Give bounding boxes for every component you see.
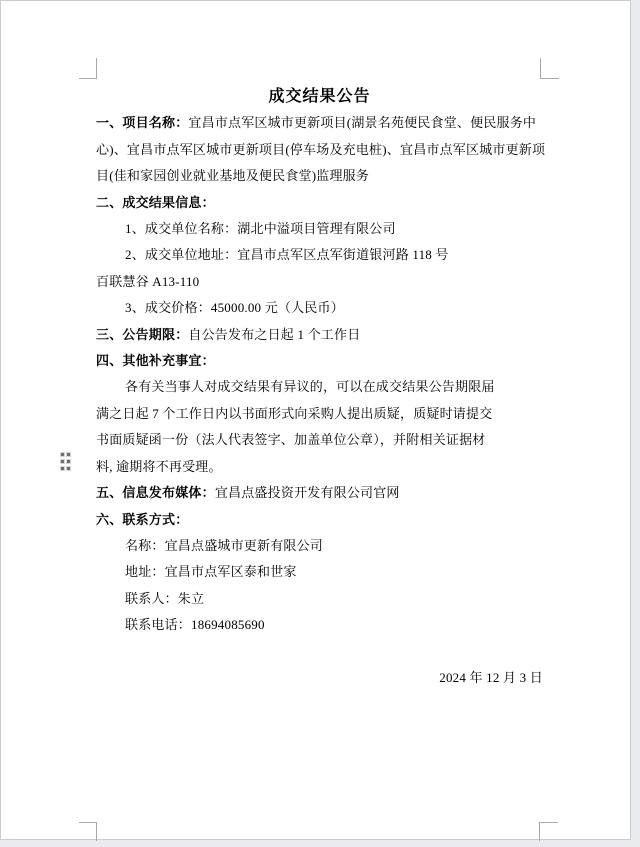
section3-heading: 三、公告期限： <box>96 326 189 342</box>
margin-crop-mark-top-right <box>540 58 559 79</box>
section1-line3: 目(佳和家园创业就业基地及便民食堂)监理服务 <box>96 168 370 184</box>
document-date: 2024 年 12 月 3 日 <box>439 669 543 685</box>
contact-name: 名称：宜昌点盛城市更新有限公司 <box>125 537 324 553</box>
section4-line3: 书面质疑函一份（法人代表签字、加盖单位公章），并附相关证据材 <box>96 432 486 448</box>
margin-crop-mark-bottom-left <box>79 822 97 841</box>
section5-text: 宜昌点盛投资开发有限公司官网 <box>214 485 400 501</box>
document-body <box>96 84 546 691</box>
section6-heading: 六、联系方式： <box>96 511 189 527</box>
section4-line4: 料, 逾期将不再受理。 <box>96 458 222 474</box>
contact-phone: 联系电话：18694085690 <box>125 617 265 633</box>
contact-person: 联系人：朱立 <box>125 590 205 606</box>
section5-heading: 五、信息发布媒体： <box>96 485 215 501</box>
drag-grip-icon[interactable] <box>61 453 70 470</box>
section1-heading: 一、项目名称： <box>96 115 189 131</box>
section2-item3: 3、成交价格：45000.00 元（人民币） <box>125 300 344 316</box>
section1-line1 <box>96 110 543 136</box>
section2-item1: 1、成交单位名称：湖北中溢项目管理有限公司 <box>125 221 396 237</box>
section4-line2: 满之日起 7 个工作日内以书面形式向采购人提出质疑，质疑时请提交 <box>96 405 493 421</box>
section2-item2-line1: 2、成交单位地址：宜昌市点军区点军街道银河路 118 号 <box>125 247 449 263</box>
document-title: 成交结果公告 <box>268 88 371 105</box>
section1-text: 宜昌市点军区城市更新项目(湖景名苑便民食堂、便民服务中 <box>188 115 537 131</box>
section1-line2: 心)、宜昌市点军区城市更新项目(停车场及充电桩)、宜昌市点军区城市更新项 <box>96 141 546 157</box>
section5-line <box>96 480 543 506</box>
section2-item2-line2: 百联慧谷 A13-110 <box>96 273 200 289</box>
section3-text: 自公告发布之日起 1 个工作日 <box>188 326 361 342</box>
margin-crop-mark-bottom-right <box>539 822 558 841</box>
section4-heading: 四、其他补充事宜： <box>96 353 215 369</box>
section3-line <box>96 322 543 348</box>
margin-crop-mark-top-left <box>79 58 97 79</box>
section2-heading: 二、成交结果信息： <box>96 194 215 210</box>
contact-address: 地址：宜昌市点军区泰和世家 <box>125 564 297 580</box>
section4-line1: 各有关当事人对成交结果有异议的，可以在成交结果公告期限届 <box>125 379 495 395</box>
